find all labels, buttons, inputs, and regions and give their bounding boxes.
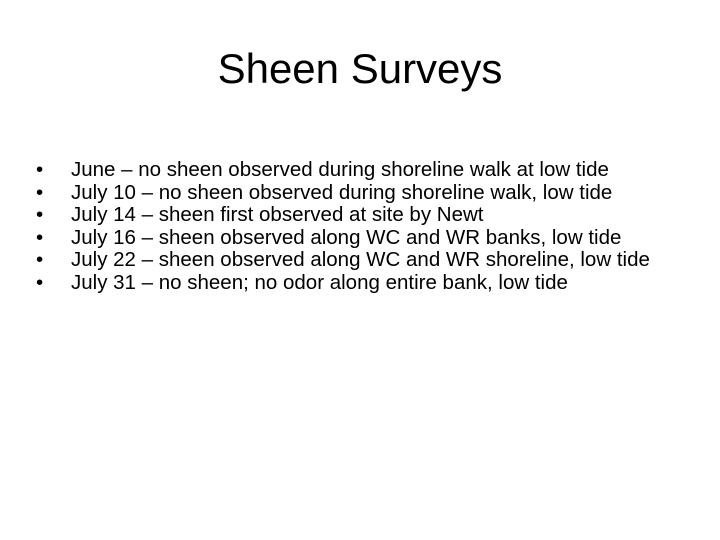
slide-title: Sheen Surveys	[217, 45, 503, 92]
bullet-icon: •	[36, 203, 44, 227]
bullet-text: July 14 – sheen first observed at site by Newt	[71, 203, 484, 227]
list-item	[36, 272, 676, 295]
bullet-text: July 22 – sheen observed along WC and WR shoreline, low tide	[71, 248, 650, 272]
bullet-icon: •	[36, 158, 44, 181]
list-item	[36, 159, 676, 182]
bullet-icon: •	[36, 180, 44, 204]
bullet-list	[36, 159, 676, 295]
list-item	[36, 204, 676, 227]
list-item	[36, 227, 676, 250]
bullet-text: July 16 – sheen observed along WC and WR banks, low tide	[71, 225, 622, 249]
bullet-icon: •	[36, 248, 44, 272]
list-item	[36, 182, 676, 205]
bullet-icon: •	[36, 270, 44, 294]
bullet-icon: •	[36, 225, 44, 249]
bullet-text: July 31 – no sheen; no odor along entire bank, low tide	[71, 270, 568, 294]
bullet-text: June – no sheen observed during shoreline walk at low tide	[71, 158, 609, 181]
bullet-text: July 10 – no sheen observed during shoreline walk, low tide	[71, 180, 613, 204]
list-item	[36, 249, 676, 272]
